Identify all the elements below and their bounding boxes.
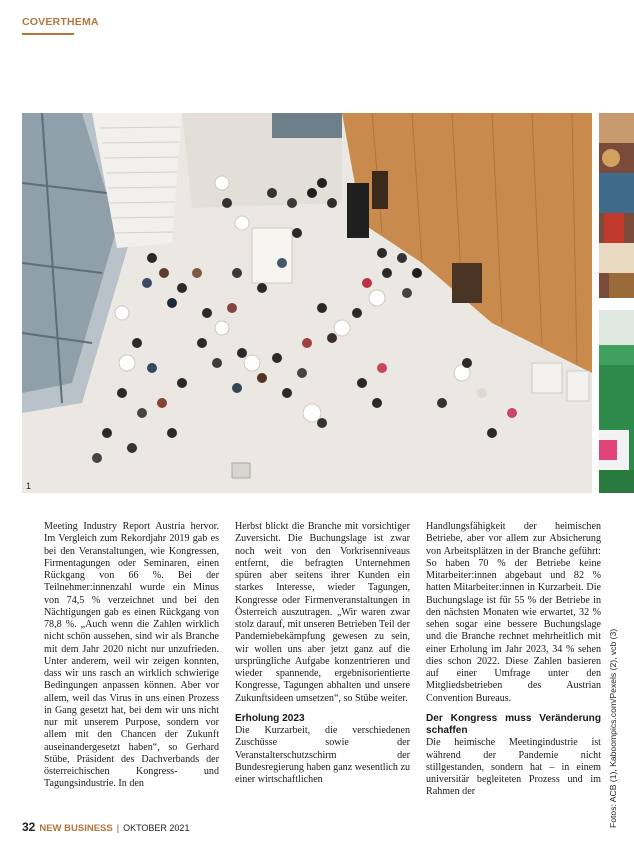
paragraph: Handlungsfähigkeit der heimischen Betriebe, aber vor allem zur Absicherung von Arbeitsplätzen in der Branche geführt: So haben 70 % der Betriebe keine Mitarbeiter:innen abgebaut und 82 % hatten Mitarbeiter:innen in Kurzarbeit. Die Buchungslage ist für 55 % der Betriebe in den nächsten Monaten wie erwartet, 32 % sehen sogar eine bessere Buchungslage und die Branche rechnet mehrheitlich mit einer Erholung im Jahr 2023, 34 % sehen dies schon 2022. Diese Zahlen basieren auf einer Umfrage unter den Mitgliedsbetrieben des Austrian Convention Bureaus. xyxy=(426,521,601,704)
page-number: 32 xyxy=(22,820,36,834)
section-label: COVERTHEMA xyxy=(22,16,99,28)
paragraph: Meeting Industry Report Austria hervor. Im Vergleich zum Rekordjahr 2019 gab es bei den Veranstaltungen, wie Kongressen, Firmentagungen oder Seminaren, einen Rückgang von 66 %. Bei der Teilnehmer:innenzahl wurde ein Minus von 74,5 % verzeichnet und bei den Nächtigungen gab es einen Rückgang von 78,8 %. „Auch wenn die Zahlen wirklich nicht schön aussehen, sind wir als Branche mit dem Jahr 2020 nicht nur unzufrieden. Unter anderem, weil wir zeigen konnten, dass wir uns rasch an wirklich schwierige Bedingungen anpassen können. Aber vor allem, weil das Virus in uns einen Prozess in Gang gesetzt hat, bei dem wir uns nicht nur mit unserem Purpose, sondern vor allem mit den Chancen der Zukunft auseinandergesetzt haben“, so Gerhard Stübe, Präsident des Dachverbands der österreichischen Kongress- und Tagungsindustrie. In den xyxy=(44,521,219,790)
article-column-1 xyxy=(44,521,219,791)
magazine-name: NEW BUSINESS xyxy=(39,823,113,834)
page-footer xyxy=(22,820,189,834)
side-photo-top xyxy=(599,113,634,298)
paragraph: Die Kurzarbeit, die verschiedenen Zuschüsse sowie der Veranstalterschutzschirm der Bundesregierung haben ganz wesentlich zu einer wirtschaftlichen xyxy=(235,725,410,785)
subheading-erholung: Erholung 2023 xyxy=(235,712,305,724)
article-column-3 xyxy=(426,521,601,799)
photo-conference-foyer xyxy=(22,113,592,493)
subheading-kongress: Der Kongress muss Veränderung schaffen xyxy=(426,712,601,736)
paragraph: Die heimische Meetingindustrie ist während der Pandemie nicht stillgestanden, sondern hat – in einem universitär begleiteten Prozess und im Rahmen der xyxy=(426,737,601,798)
photo-number: 1 xyxy=(26,481,32,491)
section-rule xyxy=(22,33,74,35)
paragraph: Herbst blickt die Branche mit vorsichtiger Zuversicht. Die Buchungslage ist zwar noch weit von den Vorkrisenniveaus entfernt, die befragten Unternehmen spüren aber seitens ihrer Kunden ein starkes Interesse, wieder Tagungen, Kongresse oder Firmenveranstaltungen in Österreich auszutragen. „Wir waren zwar stolz darauf, mit unseren Betrieben Teil der Pandemiebekämpfung gewesen zu sein, wir wollen uns aber jetzt ganz auf die ursprüngliche Aufgabe konzentrieren und wieder spannende, ergebnisorientierte Kongresse, Tagungen abhalten und unsere Zukunftsideen umsetzen“, so Stübe weiter. xyxy=(235,521,410,704)
photo-credit: Fotos: ACB (1), Kaboompics.com/Pexels (2), vcb (3) xyxy=(608,628,618,828)
side-photo-bottom xyxy=(599,310,634,493)
issue-date: OKTOBER 2021 xyxy=(123,823,190,833)
footer-separator: | xyxy=(116,823,120,833)
article-column-2 xyxy=(235,521,410,786)
